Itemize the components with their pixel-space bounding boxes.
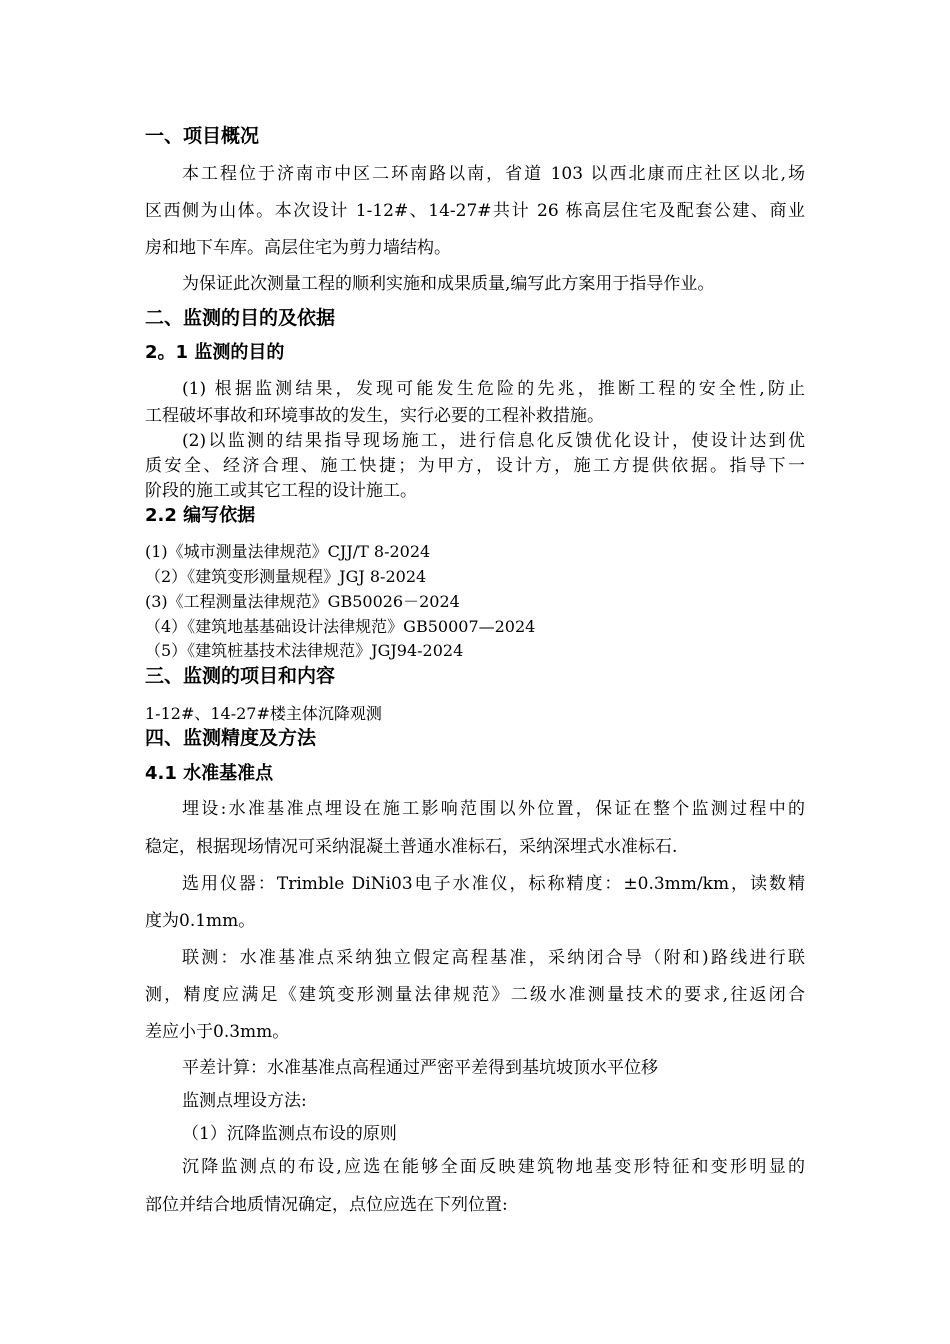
reference-item: （4）《建筑地基基础设计法律规范》GB50007—2024 <box>145 617 536 636</box>
paragraph-line: 监测点埋设方法: <box>182 1091 307 1111</box>
section-heading-4: 四、监测精度及方法 <box>145 727 317 749</box>
paragraph-line: 稳定，根据现场情况可采纳混凝土普通水准标石，采纳深埋式水准标石. <box>145 837 678 857</box>
subsection-heading-4-1: 4.1 水准基准点 <box>145 763 274 784</box>
paragraph-line: 部位并结合地质情况确定，点位应选在下列位置: <box>145 1195 508 1215</box>
paragraph-line: 埋设:水准基准点埋设在施工影响范围以外位置，保证在整个监测过程中的 <box>182 799 805 819</box>
subsection-heading-2-1: 2。1 监测的目的 <box>145 342 285 363</box>
paragraph-line: 本工程位于济南市中区二环南路以南，省道 103 以西北康而庄社区以北,场 <box>182 164 805 184</box>
paragraph-line: 平差计算：水准基准点高程通过严密平差得到基坑坡顶水平位移 <box>182 1058 658 1078</box>
paragraph-line: （1）沉降监测点布设的原则 <box>182 1124 397 1144</box>
paragraph-line: 阶段的施工或其它工程的设计施工。 <box>145 481 417 501</box>
paragraph-line: 工程破坏事故和环境事故的发生，实行必要的工程补救措施。 <box>145 406 604 426</box>
paragraph-line: 测，精度应满足《建筑变形测量法律规范》二级水准测量技术的要求,往返闭合 <box>145 985 805 1005</box>
reference-item: （5）《建筑桩基技术法律规范》JGJ94-2024 <box>145 641 464 660</box>
paragraph-line: 差应小于0.3mm。 <box>145 1022 290 1042</box>
reference-item: (1)《城市测量法律规范》CJJ/T 8-2024 <box>145 542 431 561</box>
paragraph-line: (1) 根据监测结果，发现可能发生危险的先兆，推断工程的安全性,防止 <box>182 379 805 399</box>
paragraph-line: 质安全、经济合理、施工快捷；为甲方，设计方，施工方提供依据。指导下一 <box>145 456 805 476</box>
paragraph-line: 选用仪器：Trimble DiNi03电子水准仪，标称精度：±0.3mm/km，读数精 <box>182 874 805 894</box>
paragraph-line: 度为0.1mm。 <box>145 911 256 931</box>
section-heading-2: 二、监测的目的及依据 <box>145 307 336 329</box>
paragraph-line: (2)以监测的结果指导现场施工，进行信息化反馈优化设计，使设计达到优 <box>182 431 805 451</box>
paragraph-line: 沉降监测点的布设,应选在能够全面反映建筑物地基变形特征和变形明显的 <box>182 1157 805 1177</box>
section-heading-1: 一、项目概况 <box>145 125 260 147</box>
subsection-heading-2-2: 2.2 编写依据 <box>145 505 256 526</box>
paragraph-line: 为保证此次测量工程的顺利实施和成果质量,编写此方案用于指导作业。 <box>182 274 715 294</box>
paragraph-line: 区西侧为山体。本次设计 1-12#、14-27#共计 26 栋高层住宅及配套公建、商业 <box>145 201 805 221</box>
section-heading-3: 三、监测的项目和内容 <box>145 665 336 687</box>
reference-item: (3)《工程测量法律规范》GB50026－2024 <box>145 592 460 611</box>
paragraph-line: 房和地下车库。高层住宅为剪力墙结构。 <box>145 238 451 258</box>
paragraph-line: 1-12#、14-27#楼主体沉降观测 <box>145 704 382 723</box>
reference-item: （2）《建筑变形测量规程》JGJ 8-2024 <box>145 567 427 586</box>
paragraph-line: 联测：水准基准点采纳独立假定高程基准，采纳闭合导（附和)路线进行联 <box>182 948 805 968</box>
